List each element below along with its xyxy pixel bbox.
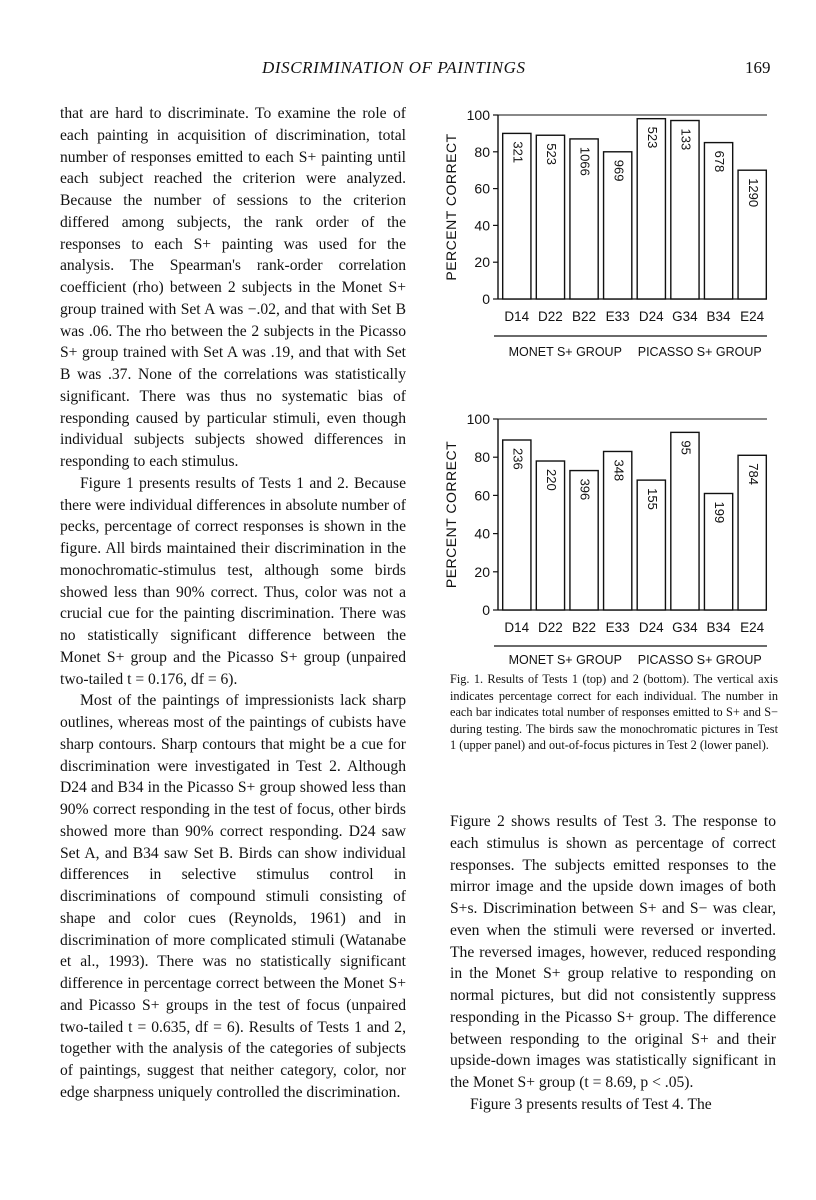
figure-caption: Fig. 1. Results of Tests 1 (top) and 2 (bottom). The vertical axis indicates percentage correct for each individual. The number in each bar indicates total number of responses emitted to S+ and S− during testing. The birds saw the monochromatic pictures in Test 1 (upper panel) and out-of-focus pictures in Test 2 (lower panel). [450, 672, 778, 753]
x-category-label: G34 [672, 620, 698, 635]
page-number: 169 [745, 58, 771, 77]
bar-count-label: 678 [712, 150, 728, 173]
bar-count-label: 199 [712, 501, 728, 524]
x-category-label: E33 [605, 309, 630, 324]
right-column [450, 811, 776, 1116]
x-category-label: D14 [504, 620, 530, 635]
y-tick-label: 40 [474, 525, 490, 542]
bar-count-label: 784 [745, 463, 761, 485]
group-label: PICASSO S+ GROUP [637, 653, 762, 667]
figure-1-bottom-panel [432, 402, 782, 670]
bar-count-label: 969 [611, 159, 627, 182]
x-category-label: D24 [638, 309, 664, 324]
left-column [60, 103, 406, 1104]
y-tick-label: 60 [474, 487, 490, 504]
x-category-label: D22 [538, 620, 563, 635]
x-category-label: E33 [605, 620, 630, 635]
y-tick-label: 80 [474, 143, 490, 160]
x-category-label: E24 [740, 620, 765, 635]
y-tick-label: 20 [474, 563, 490, 580]
bar [671, 432, 699, 610]
bar-count-label: 1066 [577, 146, 593, 176]
bar-count-label: 321 [510, 141, 526, 164]
bar-chart-test-1 [432, 95, 782, 370]
x-category-label: D24 [638, 620, 664, 635]
bar-count-label: 236 [510, 448, 526, 470]
bar-count-label: 1290 [745, 178, 761, 208]
x-category-label: B22 [572, 309, 597, 324]
y-tick-label: 60 [474, 180, 490, 197]
x-category-label: B34 [706, 309, 731, 324]
x-category-label: B34 [706, 620, 731, 635]
x-category-label: G34 [672, 309, 698, 324]
x-category-label: B22 [572, 620, 597, 635]
paragraph: Figure 1 presents results of Tests 1 and 2. Because there were individual differences in absolute number of pecks, percentage of correct responses is shown in the figure. All birds maintained their discrimination in the monochromatic-stimulus test, although some birds showed less than 90% correct. Thus, color was not a crucial cue for the painting discrimination. There was no statistically significant difference between the Monet S+ group and the Picasso S+ group (unpaired two-tailed t = 0.176, df = 6). [60, 474, 406, 688]
bar-count-label: 220 [544, 469, 559, 491]
bar-count-label: 396 [577, 478, 593, 501]
bar-chart-test-2 [432, 402, 782, 670]
bar-count-label: 95 [678, 440, 694, 455]
x-category-label: E24 [740, 309, 765, 324]
y-tick-label: 80 [474, 449, 490, 466]
group-label: MONET S+ GROUP [508, 653, 622, 667]
page-header [0, 58, 816, 82]
y-tick-label: 0 [482, 291, 490, 307]
bar-count-label: 155 [644, 488, 660, 510]
group-label: MONET S+ GROUP [508, 345, 622, 359]
x-category-label: D14 [504, 309, 530, 324]
y-tick-label: 100 [466, 411, 490, 427]
y-tick-label: 0 [482, 602, 490, 618]
y-tick-label: 100 [466, 107, 490, 123]
paragraph: that are hard to discriminate. To examine the role of each painting in acquisition of discrimination, total number of responses emitted to each S+ painting until each subject reached the criterion were analyzed. Because the number of sessions to the criterion differed among subjects, the rank order of the responses to each S+ painting was used for the analysis. The Spearman's rank-order correlation coefficient (rho) between 2 subjects in the Monet S+ group trained with Set A was −.02, and that with Set B was .06. The rho between the 2 subjects in the Picasso S+ group trained with Set A was .19, and that with Set B was .37. None of the correlations was statistically significant. There was thus no systematic bias of responding caused by particular stimuli, even though individual subjects subjects showed differences in responding to each stimulus. [60, 105, 406, 470]
figure-1-top-panel [432, 95, 782, 370]
bar-count-label: 348 [611, 459, 627, 482]
paragraph: Most of the paintings of impressionists lack sharp outlines, whereas most of the paintings of cubists have sharp contours. Sharp contours that might be a cue for discrimination were investigated in Test 2. Although D24 and B34 in the Picasso S+ group showed less than 90% correct responding in the test of focus, other birds showed more than 90% correct responding. D24 saw Set A, and B34 saw Set B. Birds can show individual differences in selective stimulus control in discriminations of compound stimuli consisting of shape and color cues (Reynolds, 1961) and in discrimination of more complicated stimuli (Watanabe et al., 1993). There was no statistically significant difference in percentage correct between the Monet S+ and Picasso S+ groups in the test of focus (unpaired two-tailed t = 0.635, df = 6). Results of Tests 1 and 2, together with the analysis of the categories of subjects of paintings, suggest that neither category, color, nor edge sharpness uniquely controlled the discrimination. [60, 692, 406, 1101]
running-title: DISCRIMINATION OF PAINTINGS [262, 58, 526, 77]
paragraph: Figure 2 shows results of Test 3. The response to each stimulus is shown as percentage of correct responses. The subjects emitted responses to the mirror image and the upside down images of both S+s. Discrimination between S+ and S− was clear, even when the stimuli were reversed or inverted. The reversed images, however, reduced responding in the Monet S+ group relative to responding on normal pictures, but did not consistently suppress responding in the Picasso S+ group. The difference between responding to the original S+ and their upside-down images was statistically significant in the Monet S+ group (t = 8.69, p < .05). [450, 813, 776, 1091]
bar-count-label: 523 [544, 143, 559, 165]
y-tick-label: 40 [474, 217, 490, 234]
y-axis-title: PERCENT CORRECT [443, 440, 459, 589]
bar-count-label: 133 [678, 128, 694, 151]
y-axis-title: PERCENT CORRECT [443, 133, 459, 281]
y-tick-label: 20 [474, 254, 490, 271]
paragraph: Figure 3 presents results of Test 4. The [470, 1095, 712, 1113]
x-category-label: D22 [538, 309, 563, 324]
bar-count-label: 523 [644, 126, 660, 149]
group-label: PICASSO S+ GROUP [637, 345, 762, 359]
